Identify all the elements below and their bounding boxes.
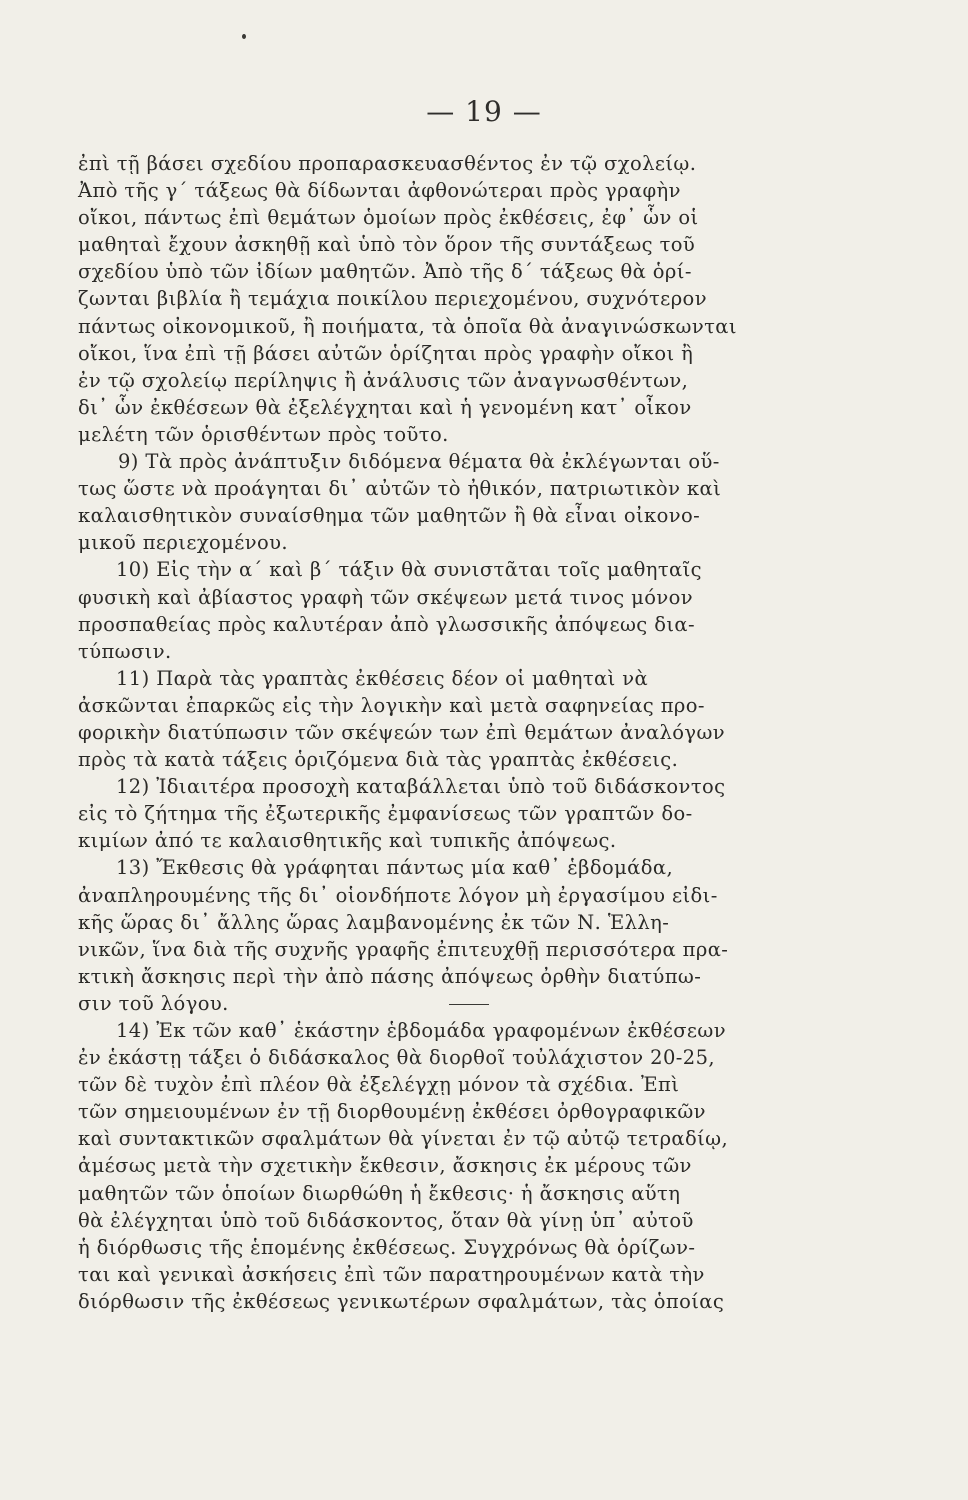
text-line: τύπωσιν. [78, 639, 172, 663]
text-line: διόρθωσιν τῆς ἐκθέσεως γενικωτέρων σφαλμάτων, τὰς ὁποίας [78, 1289, 725, 1313]
text-line: καὶ συντακτικῶν σφαλμάτων θὰ γίνεται ἐν τῷ αὐτῷ τετραδίῳ, [78, 1127, 729, 1151]
text-line: δι᾿ ὧν ἐκθέσεων θὰ ἐξελέγχηται καὶ ἡ γενομένη κατ᾿ οἶκον [78, 395, 692, 419]
text-line: καλαισθητικὸν συναίσθημα τῶν μαθητῶν ἢ θὰ εἶναι οἰκονο- [78, 504, 701, 528]
text-line: μαθητῶν τῶν ὁποίων διωρθώθη ἡ ἔκθεσις· ἡ ἄσκησις αὕτη [78, 1181, 681, 1205]
text-line: πρὸς τὰ κατὰ τάξεις ὁριζόμενα διὰ τὰς γραπτὰς ἐκθέσεις. [78, 748, 679, 772]
ink-speck [242, 34, 246, 39]
text-line: τῶν σημειουμένων ἐν τῇ διορθουμένῃ ἐκθέσει ὀρθογραφικῶν [78, 1100, 706, 1124]
text-line: Ἀπὸ τῆς γ΄ τάξεως θὰ δίδωνται ἀφθονώτεραι πρὸς γραφὴν [78, 179, 681, 203]
text-line: νικῶν, ἵνα διὰ τῆς συχνῆς γραφῆς ἐπιτευχθῇ περισσότερα πρα- [78, 937, 729, 961]
text-line: σχεδίου ὑπὸ τῶν ἰδίων μαθητῶν. Ἀπὸ τῆς δ΄ τάξεως θὰ ὁρί- [78, 260, 692, 284]
text-line: προσπαθείας πρὸς καλυτέραν ἀπὸ γλωσσικῆς ἀπόψεως δια- [78, 612, 695, 636]
paragraph-13-start: 13) Ἔκθεσις θὰ γράφηται πάντως μία καθ᾿ ἑβδομάδα, [116, 856, 674, 880]
margin-dash [449, 1004, 489, 1005]
text-line: ἡ διόρθωσις τῆς ἑπομένης ἐκθέσεως. Συγχρόνως θὰ ὁρίζων- [78, 1235, 696, 1259]
text-line: θὰ ἐλέγχηται ὑπὸ τοῦ διδάσκοντος, ὅταν θὰ γίνῃ ὑπ᾿ αὐτοῦ [78, 1208, 694, 1232]
text-line: ται καὶ γενικαὶ ἀσκήσεις ἐπὶ τῶν παρατηρουμένων κατὰ τὴν [78, 1262, 705, 1286]
text-line: μικοῦ περιεχομένου. [78, 531, 289, 555]
text-line: κιμίων ἀπό τε καλαισθητικῆς καὶ τυπικῆς ἀπόψεως. [78, 829, 617, 853]
text-line [78, 990, 878, 1017]
text-line: κῆς ὥρας δι᾿ ἄλλης ὥρας λαμβανομένης ἐκ τῶν Ν. Ἑλλη- [78, 910, 670, 934]
text-line: ἐπὶ τῇ βάσει σχεδίου προπαρασκευασθέντος ἐν τῷ σχολείῳ. [78, 152, 697, 175]
text-line: μελέτη τῶν ὁρισθέντων πρὸς τοῦτο. [78, 422, 449, 446]
text-line: τῶν δὲ τυχὸν ἐπὶ πλέον θὰ ἐξελέγχῃ μόνον τὰ σχέδια. Ἐπὶ [78, 1073, 680, 1097]
text-line: ἀμέσως μετὰ τὴν σχετικὴν ἔκθεσιν, ἄσκησις ἐκ μέρους τῶν [78, 1154, 692, 1178]
paragraph-11-start: 11) Παρὰ τὰς γραπτὰς ἐκθέσεις δέον οἱ μαθηταὶ νὰ [116, 666, 649, 690]
text-line: ἐν ἑκάστῃ τάξει ὁ διδάσκαλος θὰ διορθοῖ τοὐλάχιστον 20-25, [78, 1046, 715, 1070]
text-line: εἰς τὸ ζήτημα τῆς ἐξωτερικῆς ἐμφανίσεως τῶν γραπτῶν δο- [78, 802, 693, 826]
text-line: οἴκοι, ἵνα ἐπὶ τῇ βάσει αὐτῶν ὁρίζηται πρὸς γραφὴν οἴκοι ἢ [78, 341, 694, 365]
text-line: τως ὥστε νὰ προάγηται δι᾿ αὐτῶν τὸ ἠθικόν, πατριωτικὸν καὶ [78, 477, 722, 501]
text-line: μαθηταὶ ἔχουν ἀσκηθῇ καὶ ὑπὸ τὸν ὅρον τῆς συντάξεως τοῦ [78, 233, 696, 257]
text-line: φορικὴν διατύπωσιν τῶν σκέψεών των ἐπὶ θεμάτων ἀναλόγων [78, 720, 726, 744]
text-line: οἴκοι, πάντως ἐπὶ θεμάτων ὁμοίων πρὸς ἐκθέσεις, ἐφ᾿ ὧν οἱ [78, 206, 699, 230]
text-line: ἀναπληρουμένης τῆς δι᾿ οἱονδήποτε λόγον μὴ ἐργασίμου εἰδι- [78, 883, 718, 907]
text-line: κτικὴ ἄσκησις περὶ τὴν ἀπὸ πάσης ἀπόψεως ὀρθὴν διατύπω- [78, 964, 702, 988]
text-line: ἐν τῷ σχολείῳ περίληψις ἢ ἀνάλυσις τῶν ἀναγνωσθέντων, [78, 368, 689, 392]
text-line: πάντως οἰκονομικοῦ, ἢ ποιήματα, τὰ ὁποῖα θὰ ἀναγινώσκωνται [78, 314, 737, 338]
text-line: ἀσκῶνται ἐπαρκῶς εἰς τὴν λογικὴν καὶ μετὰ σαφηνείας προ- [78, 693, 705, 717]
text-line: φυσικὴ καὶ ἀβίαστος γραφὴ τῶν σκέψεων μετά τινος μόνον [78, 585, 693, 609]
paragraph-12-start: 12) Ἰδιαιτέρα προσοχὴ καταβάλλεται ὑπὸ τοῦ διδάσκοντος [116, 775, 726, 799]
page-number: — 19 — [426, 95, 542, 128]
paragraph-9-start: 9) Τὰ πρὸς ἀνάπτυξιν διδόμενα θέματα θὰ ἐκλέγωνται οὕ- [118, 450, 720, 474]
paragraph-14-start: 14) Ἐκ τῶν καθ᾿ ἑκάστην ἑβδομάδα γραφομένων ἐκθέσεων [116, 1019, 726, 1042]
paragraph-10-start: 10) Εἰς τὴν α΄ καὶ β΄ τάξιν θὰ συνιστᾶται τοῖς μαθηταῖς [116, 558, 702, 582]
body-text [78, 150, 878, 1315]
text-line: ζωνται βιβλία ἢ τεμάχια ποικίλου περιεχομένου, συχνότερον [78, 287, 707, 311]
text-line-content: σιν τοῦ λόγου. [78, 991, 229, 1015]
